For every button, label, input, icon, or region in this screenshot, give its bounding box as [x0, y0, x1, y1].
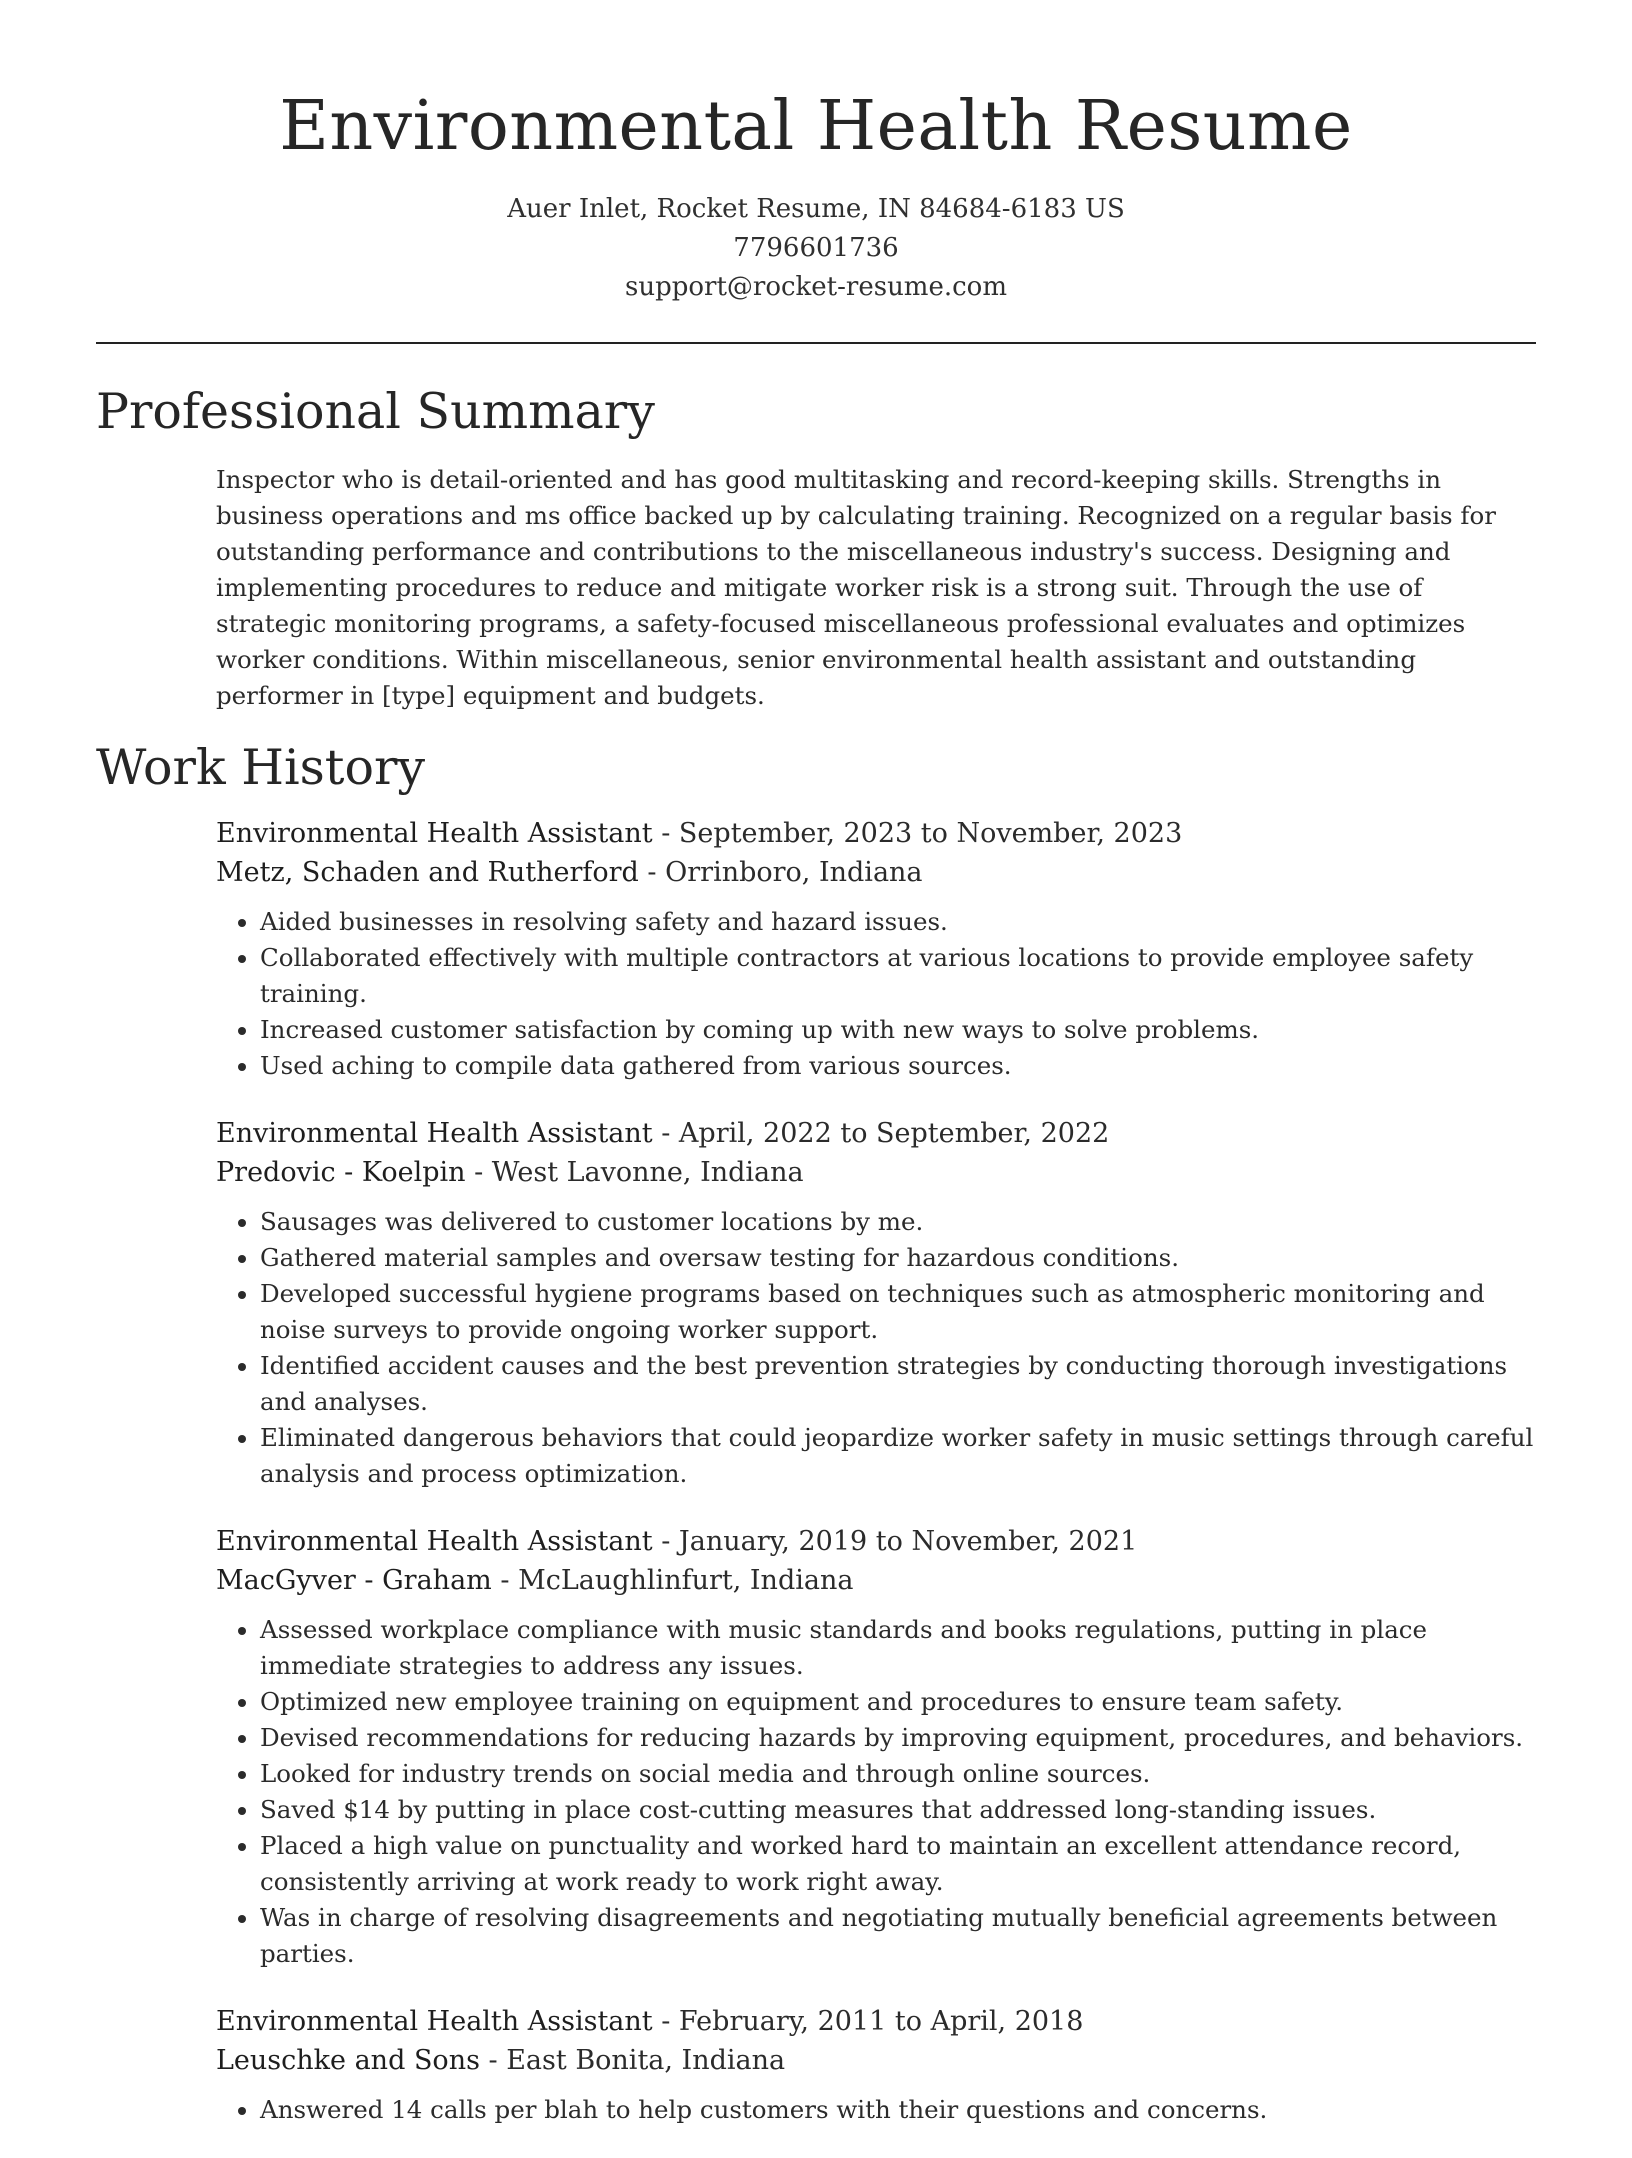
- job-bullets: [216, 2092, 1534, 2128]
- contact-block: [0, 190, 1632, 307]
- job-bullets: [216, 1204, 1534, 1492]
- job-dates: - April, 2022 to September, 2022: [652, 1118, 1110, 1149]
- job-company-line: [216, 853, 1534, 892]
- contact-phone: 7796601736: [733, 233, 899, 263]
- job-bullet: • Sausages was delivered to customer locations by me.: [260, 1204, 1534, 1240]
- work-history-heading: Work History: [96, 739, 426, 796]
- job-bullet: • Used aching to compile data gathered from various sources.: [260, 1048, 1534, 1084]
- job-bullet: • Placed a high value on punctuality and worked hard to maintain an excellent attendance record, consistently arriving at work ready to work right away.: [260, 1828, 1534, 1900]
- job-title-line: [216, 814, 1534, 853]
- job-bullet: • Assessed workplace compliance with music standards and books regulations, putting in place immediate strategies to address any issues.: [260, 1612, 1534, 1684]
- job-location: - Orrinboro, Indiana: [638, 857, 923, 888]
- job-company: Leuschke and Sons: [216, 2045, 480, 2076]
- job-title-line: [216, 1114, 1534, 1153]
- summary-heading: Professional Summary: [96, 383, 655, 440]
- job-company-line: [216, 1153, 1534, 1192]
- job-bullet: • Gathered material samples and oversaw testing for hazardous conditions.: [260, 1240, 1534, 1276]
- summary-text: Inspector who is detail-oriented and has good multitasking and record-keeping skills. Strengths in business operations and ms office backed up by calculating training. Recognized on a regular basis for outstanding performance and contributions to the miscellaneous industry's success. Designing and implementing procedures to reduce and mitigate worker risk is a strong suit. Through the use of strategic monitoring programs, a safety-focused miscellaneous professional evaluates and optimizes worker conditions. Within miscellaneous, senior environmental health assistant and outstanding performer in [type] equipment and budgets.: [216, 465, 1496, 710]
- job-bullets: [216, 1612, 1534, 1972]
- header-divider: [96, 342, 1536, 344]
- job-title-line: [216, 1522, 1534, 1561]
- job-bullet: • Collaborated effectively with multiple contractors at various locations to provide employee safety training.: [260, 940, 1534, 1012]
- job-bullet: • Devised recommendations for reducing hazards by improving equipment, procedures, and behaviors.: [260, 1720, 1534, 1756]
- job-entry: [216, 1522, 1534, 1972]
- contact-address: Auer Inlet, Rocket Resume, IN 84684-6183 US: [507, 194, 1125, 224]
- resume-header: [0, 0, 1632, 307]
- job-bullets: [216, 904, 1534, 1084]
- job-entry: [216, 1114, 1534, 1492]
- job-bullet: • Eliminated dangerous behaviors that could jeopardize worker safety in music settings through careful analysis and process optimization.: [260, 1420, 1534, 1492]
- job-bullet: • Saved $14 by putting in place cost-cutting measures that addressed long-standing issues.: [260, 1792, 1534, 1828]
- job-company: Metz, Schaden and Rutherford: [216, 857, 639, 888]
- job-company-line: [216, 1561, 1534, 1600]
- job-bullet: • Identified accident causes and the best prevention strategies by conducting thorough investigations and analyses.: [260, 1348, 1534, 1420]
- job-entry: [216, 814, 1534, 1084]
- job-company: Predovic - Koelpin: [216, 1157, 466, 1188]
- work-history-list: [216, 814, 1534, 2158]
- job-entry: [216, 2002, 1534, 2128]
- job-bullet: • Optimized new employee training on equipment and procedures to ensure team safety.: [260, 1684, 1534, 1720]
- job-bullet: • Was in charge of resolving disagreements and negotiating mutually beneficial agreements between parties.: [260, 1900, 1534, 1972]
- job-location: - East Bonita, Indiana: [479, 2045, 786, 2076]
- job-title-line: [216, 2002, 1534, 2041]
- job-dates: - January, 2019 to November, 2021: [652, 1526, 1138, 1557]
- job-title: Environmental Health Assistant: [216, 818, 653, 849]
- job-bullet: • Answered 14 calls per blah to help customers with their questions and concerns.: [260, 2092, 1534, 2128]
- job-dates: - September, 2023 to November, 2023: [652, 818, 1183, 849]
- job-bullet: • Looked for industry trends on social media and through online sources.: [260, 1756, 1534, 1792]
- job-location: - West Lavonne, Indiana: [465, 1157, 804, 1188]
- job-bullet: • Increased customer satisfaction by coming up with new ways to solve problems.: [260, 1012, 1534, 1048]
- resume-title: Environmental Health Resume: [279, 87, 1353, 166]
- job-title: Environmental Health Assistant: [216, 2006, 653, 2037]
- job-location: - McLaughlinfurt, Indiana: [491, 1565, 854, 1596]
- job-company: MacGyver - Graham: [216, 1565, 492, 1596]
- job-company-line: [216, 2041, 1534, 2080]
- contact-email: support@rocket-resume.com: [624, 272, 1007, 302]
- job-bullet: • Developed successful hygiene programs based on techniques such as atmospheric monitoring and noise surveys to provide ongoing worker support.: [260, 1276, 1534, 1348]
- job-title: Environmental Health Assistant: [216, 1526, 653, 1557]
- job-title: Environmental Health Assistant: [216, 1118, 653, 1149]
- job-bullet: • Aided businesses in resolving safety and hazard issues.: [260, 904, 1534, 940]
- job-dates: - February, 2011 to April, 2018: [652, 2006, 1084, 2037]
